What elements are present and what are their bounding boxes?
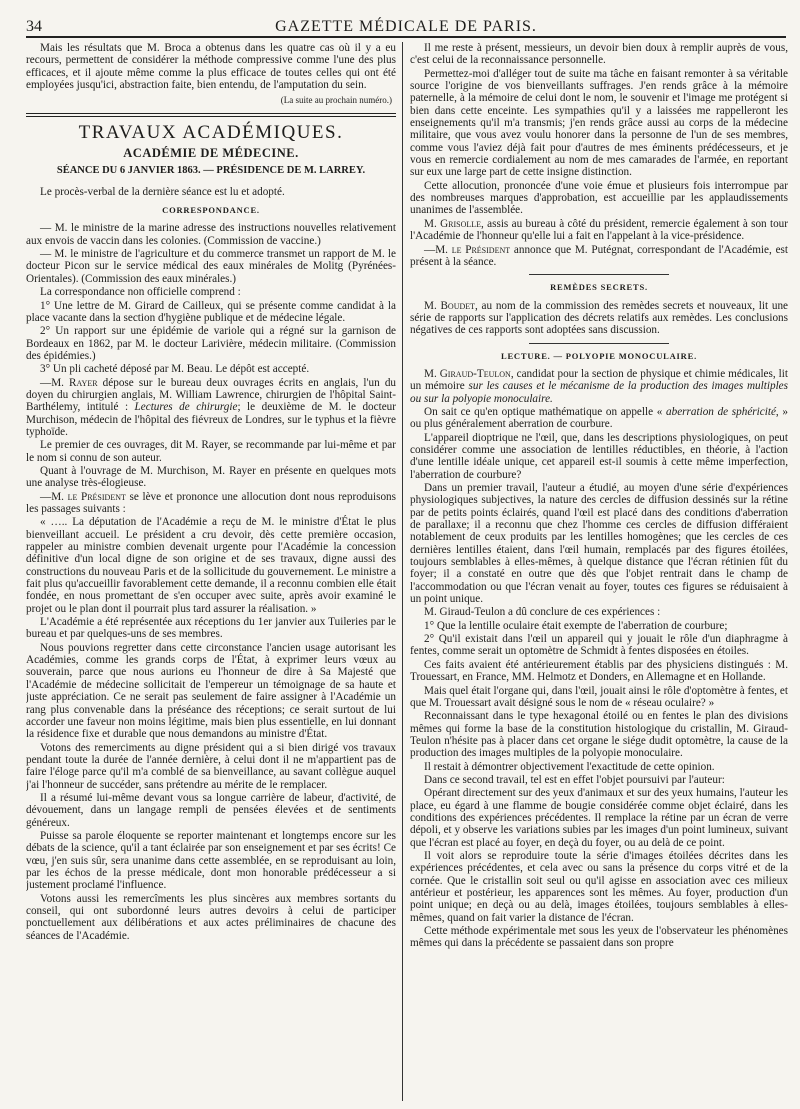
paragraph: 2° Un rapport sur une épidémie de variole qui a régné sur la garnison de Bordeaux en 1862, par M. le docteur Larivière, médecin militaire. (Commission des épidémies.) <box>26 325 396 362</box>
paragraph: L'appareil dioptrique ne l'œil, que, dans les descriptions physiologiques, on peut considérer comme une association de lentilles réductibles, en théorie, à l'action d'une lentille idéale unique, cet appareil est-il soumis à cette même imperfection, l'aberration de courbure? <box>410 431 788 481</box>
term: aberration de sphéricité <box>666 405 776 418</box>
speaker-name: M. Giraud-Teulon <box>424 367 511 380</box>
paragraph: 1° Que la lentille oculaire était exempte de l'aberration de courbure; <box>424 619 728 632</box>
paragraph: —M. le Président annonce que M. Putégnat, correspondant de l'Académie, est présent à la séance. <box>410 243 788 268</box>
intro-paragraph: Mais les résultats que M. Broca a obtenus dans les quatre cas où il y a eu recours, permettent de considérer la méthode compressive comme l'une des plus efficaces, et il ajoute même comme la plus efficace de toutes celles qui ont été employées jusqu'ici, abstraction faite, bien entendu, de l'amputation du sein. <box>26 42 396 92</box>
paragraph-text: , » ou plus généralement aberration de courbure. <box>410 405 788 431</box>
paragraph: « ….. La députation de l'Académie a reçu de M. le ministre d'État le plus bienveillant accueil. Le président a cru devoir, dès cette première occasion, rappeler au ministre combien devenait urgente pour l'Académie la concession définitive d'un local digne de son origine et de ses travaux, digne aussi des constructions du nouveau Paris et de la sollicitude du gouvernement. Le ministre a fait plus qu'accueillir favorablement cette demande, il a reconnu combien elle était fondée, en nous promettant de s'en occuper avec suite, après avoir examiné le projet ou le plan dont il pourrait plus tard assurer la réalisation. » <box>26 516 396 615</box>
paragraph: Nous pouvions regretter dans cette circonstance l'ancien usage autorisant les Académies, comme les grands corps de l'État, à exprimer leurs vœux au souverain, parce que nous aurions eu l'honneur de dire à Sa Majesté que l'Académie de médecine sollicitait de l'empereur un témoignage de sa haute et juste appréciation. Ce ne serait pas seulement de faire assigner à l'Académie un rang plus convenable dans la préséance des réceptions; ce serait surtout de lui accorder une faveur non moins légitime, mais bien plus essentielle, en lui donnant la résidence fixe et durable que nous demandons au ministre d'État. <box>26 641 396 741</box>
paragraph: — M. le ministre de la marine adresse des instructions nouvelles relativement aux envois de vaccin dans les colonies. (Commission de vaccine.) <box>26 222 396 247</box>
paragraph: Permettez-moi d'alléger tout de suite ma tâche en faisant remonter à sa véritable source l'origine de vos bienveillants suffrages. J'en rends grâce à la mémoire paternelle, à la mémoire de celui dont le nom, le souvenir et l'image me protégent si bien dans cette enceinte. Les sympathies qu'il y a laissées me rappelleront les enseignements qu'il m'a transmis; j'en rends grâce aussi au corps de la médecine militaire, que vous avez voulu honorer dans la personne de l'un de ses membres, comme vous l'aviez déjà fait pour d'autres de mes éminents prédécesseurs, et je vous en remercie cordialement au nom de mes camarades de l'armée, en reportant sur eux une large part de cette insigne distinction. <box>410 67 788 179</box>
memoir-title: sur les causes et le mécanisme de la production des images multiples ou sur la polyopie monoculaire. <box>410 380 788 405</box>
paragraph: Cette méthode expérimentale met sous les yeux de l'observateur les phénomènes mêmes qui dans la précédente se passaient dans son propre <box>410 925 788 950</box>
correspondance-heading: CORRESPONDANCE. <box>162 205 260 216</box>
paragraph: Reconnaissant dans le type hexagonal étoilé ou en fentes le plan des divisions mêmes qui forme la base de la constitution histologique du cristallin, M. Giraud-Teulon n'hésite pas à placer dans cet organe le siége dudit optomètre, la cause de la production des images multiples de la polyopie monoculaire. <box>410 710 788 760</box>
right-column <box>410 42 788 1101</box>
speaker-name: M. Boudet <box>424 299 476 312</box>
paragraph: Il restait à démontrer objectivement l'exactitude de cette opinion. <box>424 760 715 773</box>
speaker-name: M. le Président <box>435 243 511 256</box>
book-title: Lectures de chirurgie <box>134 401 238 414</box>
paragraph: Dans un premier travail, l'auteur a étudié, au moyen d'une série d'expériences physiologiques subjectives, la nature des cercles de diffusion dessinés sur la rétine par de petits points éclairés, quand l'œil est placé dans des conditions d'aberration de parallaxe; il a reconnu que chez l'homme ces cercles de diffusion différaient notablement de ceux produits par les lentilles homogènes; que les cercles de ces dernières lentilles étaient, dans l'œil humain, remplacés par des figures étoilées, toujours semblables à elles-mêmes, à quelque distance que l'écran rétinien fût du foyer; il a constaté en outre que dès que l'objet rentrait dans le champ de l'accommodation ou que l'écran venait au foyer, toutes ces figures se réduisaient à un point unique. <box>410 482 788 606</box>
paragraph-text: annonce que M. Putégnat, correspondant de l'Académie, est présent à la séance. <box>410 243 788 268</box>
paragraph-text: , au nom de la commission des remèdes secrets et nouveaux, lit une série de rapports sur l'application des décrets relatifs aux remèdes. Les conclusions négatives de ces rapports sont adoptées sans discussion. <box>410 299 788 337</box>
paragraph: Le premier de ces ouvrages, dit M. Rayer, se recommande par lui-même et par le nom si connu de son auteur. <box>26 439 396 464</box>
paragraph-text: dépose sur le bureau deux ouvrages écrits en anglais, l'un du doyen du chirurgien anglais, M. William Lawrence, chirurgien de l'hôpital Saint-Barthélemy, intitulé : <box>26 376 396 414</box>
paragraph: 1° Une lettre de M. Girard de Cailleux, qui se présente comme candidat à la place vacante dans la section d'hygiène publique et de médecine légale. <box>26 299 396 324</box>
page-header <box>26 14 786 38</box>
section-title: TRAVAUX ACADÉMIQUES. <box>78 121 344 143</box>
paragraph: 2° Qu'il existait dans l'œil un appareil qui y jouait le rôle d'un diaphragme à fentes, comme serait un optomètre de Schmidt à fentes disposées en étoiles. <box>410 633 788 658</box>
paragraph: Puisse sa parole éloquente se reporter maintenant et longtemps encore sur les débats de la science, qu'il a tant éclairée par son enseignement et par ses écrits! Ce vœu, j'en suis sûr, sera unanime dans cette assemblée, en se reproduisant au loin, par les échos de la presse médicale, dont mon honorable prédécesseur a si justement proclamé l'influence. <box>26 829 396 892</box>
paragraph: Il a résumé lui-même devant vous sa longue carrière de labeur, d'activité, de dévouement, dans un langage rempli de pensées élevées et de sentiments généreux. <box>26 791 396 829</box>
session-heading: SÉANCE DU 6 JANVIER 1863. — PRÉSIDENCE DE M. LARREY. <box>56 165 366 177</box>
paragraph: Cette allocution, prononcée d'une voie émue et plusieurs fois interrompue par des nombreuses marques d'approbation, est accueillie par les applaudissements unanimes de l'assemblée. <box>410 179 788 217</box>
paragraph: — M. le ministre de l'agriculture et du commerce transmet un rapport de M. le docteur Picon sur le service médical des eaux minérales de Molitg (Pyrénées-Orientales). (Commission des eaux minérales.) <box>26 248 396 285</box>
paragraph: 3° Un pli cacheté déposé par M. Beau. Le dépôt est accepté. <box>40 363 310 376</box>
lecture-heading: LECTURE. — POLYOPIE MONOCULAIRE. <box>500 350 697 361</box>
paragraph: Dans ce second travail, tel est en effet l'objet poursuivi par l'auteur: <box>424 773 725 786</box>
paragraph: Votons des remerciments au digne président qui a si bien dirigé vos travaux pendant toute la durée de l'année dernière, à celui dont il ne m'appartient pas de faire l'éloge parce qu'il m'a comblé de sa bienveillance, au savant collègue auquel j'ai l'honneur de succéder, sans prétendre au mérite de le remplacer. <box>26 741 396 791</box>
paragraph: —M. Rayer dépose sur le bureau deux ouvrages écrits en anglais, l'un du doyen du chirurgien anglais, M. William Lawrence, chirurgien de l'hôpital Saint-Barthélemy, intitulé : Lectures de chirurgie; le deuxième de M. le docteur Murchison, médecin de l'hôpital des fiévreux de Londres, sur le typhus et la fièvre typhoïde. <box>26 376 396 438</box>
section-rule <box>529 343 669 344</box>
speaker-name: M. Rayer <box>51 376 98 389</box>
paragraph: Opérant directement sur des yeux d'animaux et sur des yeux humains, l'auteur les place, eu égard à une flamme de bougie considérée comme objet éclairé, dans les conditions des expériences précédentes. Il remplace la rétine par un écran de verre dépoli, et y observe les variations subies par les images d'un point lumineux, suivant que l'écran est placé au foyer, en deçà du foyer, ou au delà de ce point. <box>410 787 788 849</box>
column-divider <box>402 42 403 1101</box>
paragraph: Ces faits avaient été antérieurement établis par des physiciens distingués : M. Trouessart, en France, MM. Helmotz et Donders, en Allemagne et en Hollande. <box>410 658 788 684</box>
paragraph <box>410 218 788 243</box>
paragraph-text: ; le deuxième de M. le docteur Murchison, médecin de l'hôpital des fiévreux de Londres, sur le typhus et la fièvre typhoïde. <box>26 401 396 438</box>
paragraph-text: , candidat pour la section de physique et chimie médicales, lit un mémoire <box>410 367 788 393</box>
paragraph: Il voit alors se reproduire toute la série d'images étoilées décrites dans les expériences précédentes, et cela avec ou sans la présence du corps vitré et de la cornée. Que le cristallin soit seul ou qu'il agisse en association avec ces milieux antérieur et postérieur, les apparences sont les mêmes. Au foyer, production d'un point unique; en deçà ou au delà, images étoilées, toujours semblables à elles-mêmes, quand on fait varier la distance de l'écran. <box>410 849 788 924</box>
section-rule <box>529 274 669 275</box>
paragraph: —M. le Président se lève et prononce une allocution dont nous reproduisons les passages suivants : <box>26 490 396 515</box>
academy-title: ACADÉMIE DE MÉDECINE. <box>123 146 299 161</box>
paragraph: Il me reste à présent, messieurs, un devoir bien doux à remplir auprès de vous, c'est celui de la reconnaissance personnelle. <box>410 42 788 67</box>
paragraph: Le procès-verbal de la dernière séance est lu et adopté. <box>40 185 285 198</box>
paragraph-text: On sait ce qu'en optique mathématique on appelle « <box>424 405 667 418</box>
remedes-heading: REMÈDES SECRETS. <box>550 282 648 293</box>
paragraph: L'Académie a été représentée aux réceptions du 1er janvier aux Tuileries par le bureau et par quelques-uns de ses membres. <box>26 616 396 641</box>
paragraph: Votons aussi les remercîments les plus sincères aux membres sortants du conseil, qui ont subordonné leurs autres devoirs à celui de participer ponctuellement aux délibérations et aux actes préliminaires de chacune des séances de l'Académie. <box>26 892 396 942</box>
left-column <box>26 42 396 1101</box>
journal-title: GAZETTE MÉDICALE DE PARIS. <box>275 18 537 35</box>
section-divider <box>26 113 396 117</box>
paragraph <box>410 368 788 405</box>
paragraph: Quant à l'ouvrage de M. Murchison, M. Rayer en présente en quelques mots une analyse très-élogieuse. <box>26 464 396 490</box>
speaker-name: M. le Président <box>51 490 126 503</box>
paragraph <box>410 406 788 431</box>
page-number: 34 <box>26 18 42 35</box>
paragraph: M. Giraud-Teulon a dû conclure de ces expériences : <box>424 606 661 619</box>
paragraph <box>410 300 788 337</box>
paragraph-text: , assis au bureau à côté du président, remercie également à son tour l'Académie de l'honneur qu'elle lui a fait en l'appelant à la vice-présidence. <box>410 217 788 243</box>
paragraph: Mais quel était l'organe qui, dans l'œil, jouait ainsi le rôle d'optomètre à fentes, et que M. Trouessart avait désigné sous le nom de « réseau oculaire? » <box>410 684 788 709</box>
continuation-note: (La suite au prochain numéro.) <box>280 95 392 106</box>
paragraph-text: se lève et prononce une allocution dont nous reproduisons les passages suivants : <box>26 490 396 515</box>
paragraph: La correspondance non officielle comprend : <box>40 286 241 299</box>
speaker-name: M. Grisolle <box>424 217 482 230</box>
